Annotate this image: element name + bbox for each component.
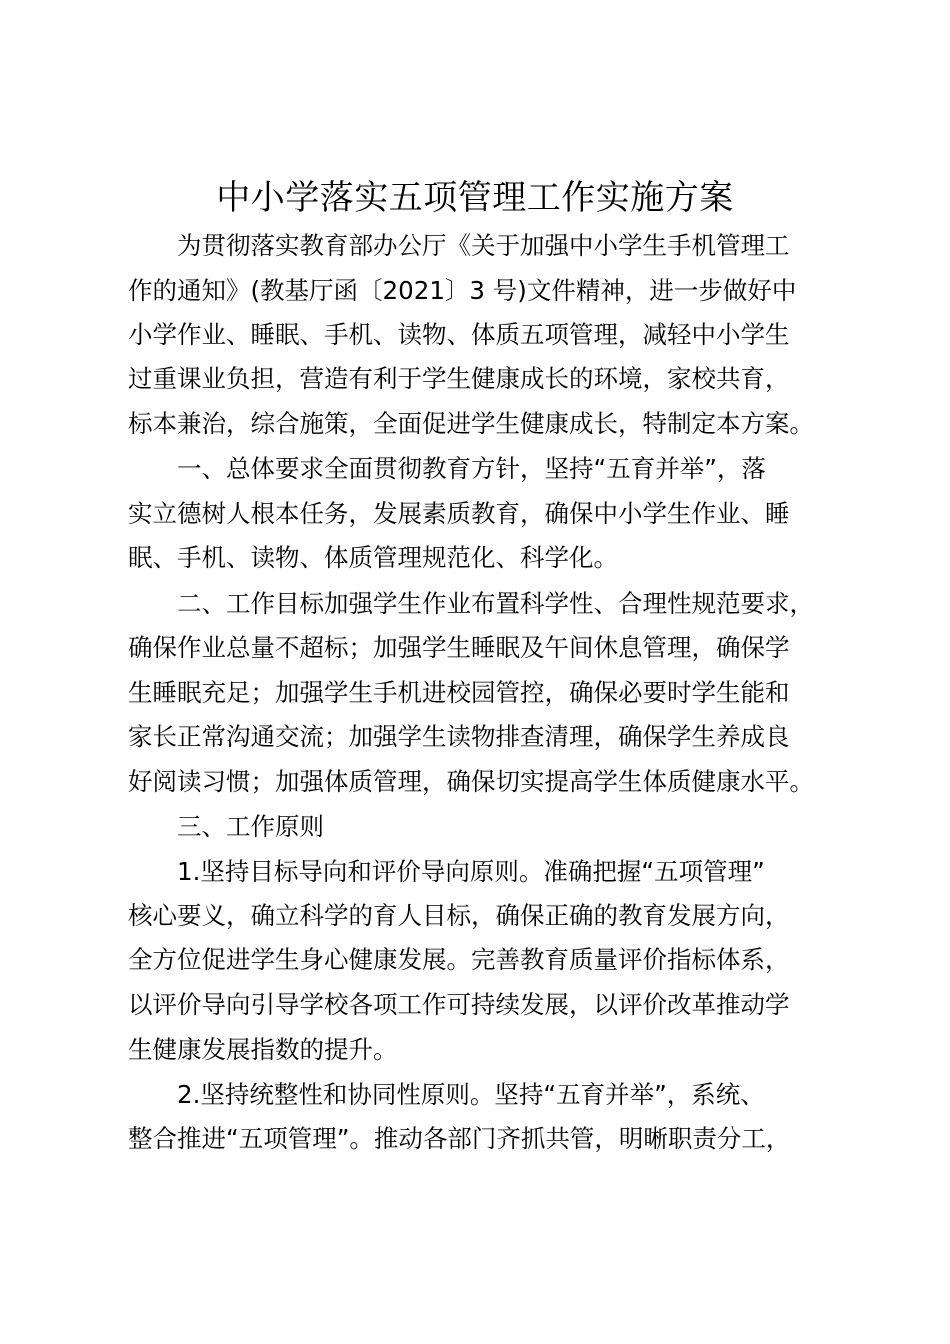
paragraph-line: 实立德树人根本任务，发展素质教育，确保中小学生作业、睡 [128, 499, 790, 528]
paragraph-line: 整合推进“五项管理”。推动各部门齐抓共管，明晰职责分工， [128, 1124, 791, 1153]
paragraph-line: 一、总体要求全面贯彻教育方针，坚持“五育并举”，落 [177, 454, 766, 483]
paragraph-line: 小学作业、睡眠、手机、读物、体质五项管理，减轻中小学生 [128, 320, 790, 349]
paragraph-line: 眠、手机、读物、体质管理规范化、科学化。 [128, 543, 618, 572]
paragraph-line: 2.坚持统整性和协同性原则。坚持“五育并举”，系统、 [177, 1080, 765, 1109]
paragraph-line: 为贯彻落实教育部办公厅《关于加强中小学生手机管理工 [177, 231, 790, 260]
paragraph-line: 过重课业负担，营造有利于学生健康成长的环境，家校共育， [128, 364, 790, 393]
paragraph-line: 标本兼治，综合施策，全面促进学生健康成长，特制定本方案。 [128, 409, 814, 438]
paragraph-line: 作的通知》(教基厅函〔2021〕3 号)文件精神，进一步做好中 [128, 276, 797, 305]
paragraph-line: 好阅读习惯；加强体质管理，确保切实提高学生体质健康水平。 [128, 767, 814, 796]
paragraph-line: 生健康发展指数的提升。 [128, 1035, 398, 1064]
paragraph-line: 全方位促进学生身心健康发展。完善教育质量评价指标体系， [128, 945, 790, 974]
paragraph-line: 以评价导向引导学校各项工作可持续发展，以评价改革推动学 [128, 990, 790, 1019]
paragraph-line: 1.坚持目标导向和评价导向原则。准确把握“五项管理” [177, 857, 765, 886]
section-heading: 三、工作原则 [177, 812, 324, 841]
paragraph-line: 确保作业总量不超标；加强学生睡眠及午间休息管理，确保学 [128, 633, 790, 662]
paragraph-line: 二、工作目标加强学生作业布置科学性、合理性规范要求， [177, 589, 814, 618]
document-title: 中小学落实五项管理工作实施方案 [216, 178, 734, 218]
paragraph-line: 核心要义，确立科学的育人目标，确保正确的教育发展方向， [128, 901, 790, 930]
paragraph-line: 家长正常沟通交流；加强学生读物排查清理，确保学生养成良 [128, 722, 790, 751]
paragraph-line: 生睡眠充足；加强学生手机进校园管控，确保必要时学生能和 [128, 678, 790, 707]
